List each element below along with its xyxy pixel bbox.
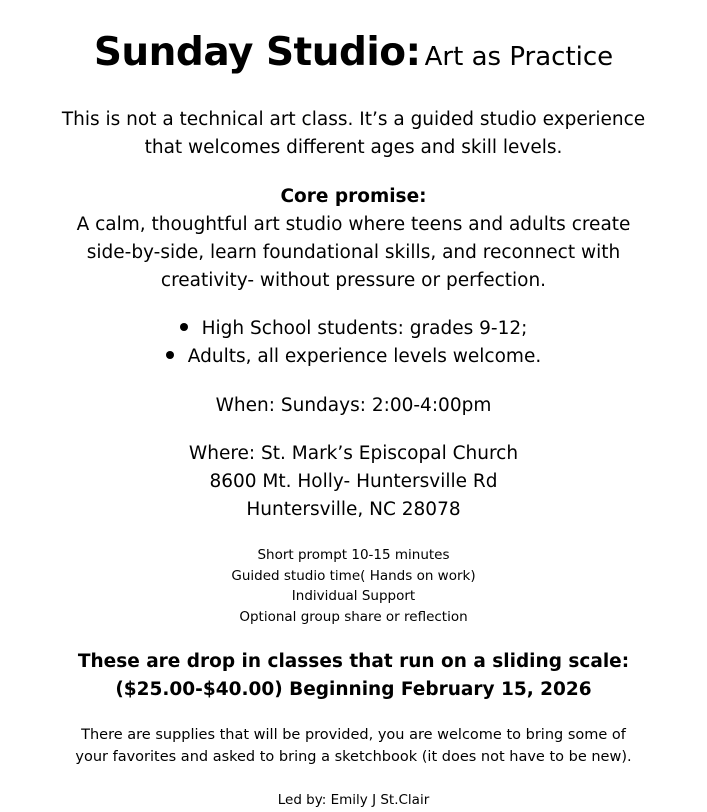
schedule-item: Short prompt 10-15 minutes [257,547,450,563]
session-schedule [0,545,707,627]
where-info [0,440,707,524]
core-promise-line: creativity- without pressure or perfection. [160,270,547,291]
core-promise-line: side-by-side, learn foundational skills, and reconnect with [86,242,621,263]
core-promise-body [20,211,687,295]
pricing-line: ($25.00-$40.00) Beginning February 15, 2026 [115,679,592,700]
audience-list [0,315,707,371]
title-main: Sunday Studio: [93,30,421,75]
schedule-item: Optional group share or reflection [239,608,468,625]
audience-item [0,315,707,343]
instructor-credit: Led by: Emily J St.Clair [277,792,430,808]
intro-line: that welcomes different ages and skill levels. [144,137,563,158]
pricing-info [20,648,687,704]
where-line: Where: St. Mark’s Episcopal Church [188,443,519,464]
audience-item-text: Adults, all experience levels welcome. [187,346,542,367]
bullet-icon [166,351,174,359]
core-promise-heading: Core promise: [280,186,427,207]
where-line: Huntersville, NC 28078 [246,499,461,520]
supplies-line: There are supplies that will be provided, you are welcome to bring some of [81,727,626,743]
supplies-note [20,724,687,768]
audience-item-text: High School students: grades 9-12; [201,318,528,339]
core-promise-line: A calm, thoughtful art studio where teens and adults create [76,214,631,235]
when-info: When: Sundays: 2:00-4:00pm [215,395,492,416]
schedule-item: Individual Support [291,588,416,604]
bullet-icon [180,323,188,331]
where-line: 8600 Mt. Holly- Huntersville Rd [209,471,498,492]
intro-paragraph [20,106,687,162]
title-subtitle: Art as Practice [424,42,614,72]
pricing-line: These are drop in classes that run on a sliding scale: [77,651,630,672]
intro-line: This is not a technical art class. It’s a guided studio experience [61,109,646,130]
schedule-item: Guided studio time( Hands on work) [231,567,476,584]
supplies-line: your favorites and asked to bring a sketchbook (it does not have to be new). [75,749,632,765]
page-title [0,30,707,75]
audience-item [0,343,707,371]
